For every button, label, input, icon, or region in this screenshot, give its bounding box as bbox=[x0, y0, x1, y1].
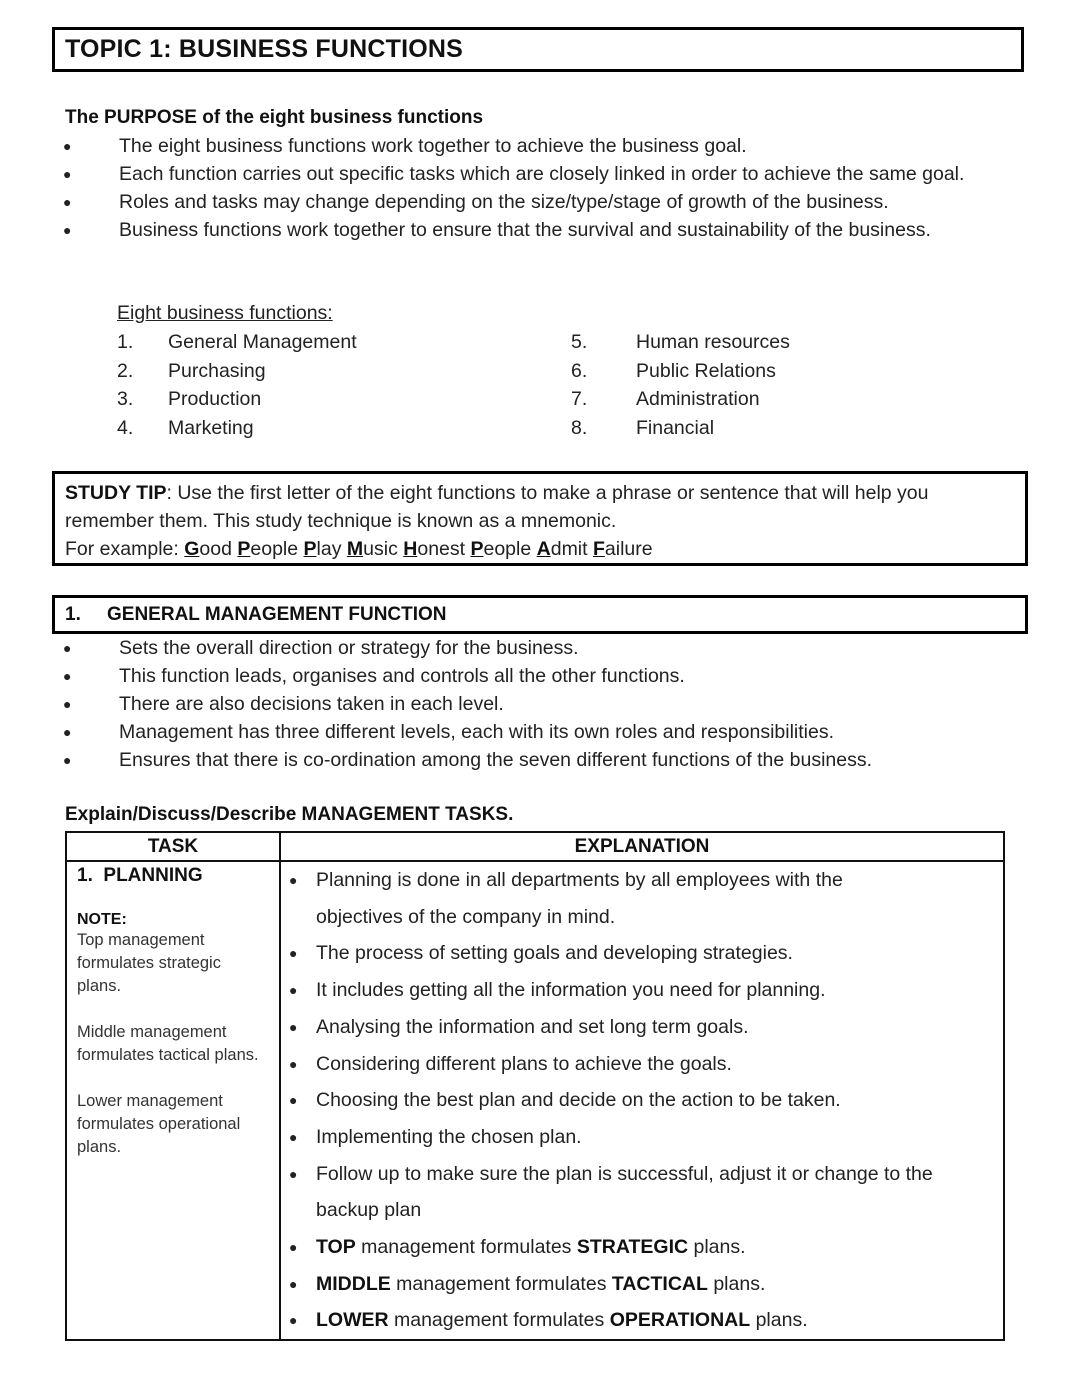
list-item: ● Roles and tasks may change depending on the size/type/stage of growth of the business. bbox=[60, 188, 1020, 216]
note-text: Lower management formulates operational plans. bbox=[77, 1092, 241, 1156]
mnemonic-word: People bbox=[237, 538, 299, 560]
mnemonic-word: Music bbox=[346, 538, 398, 560]
example-prefix: For example: bbox=[65, 538, 185, 560]
column-header-explanation: EXPLANATION bbox=[280, 832, 1004, 861]
list-item: 6. Public Relations bbox=[571, 359, 776, 382]
list-item: ● The process of setting goals and developing strategies. bbox=[289, 935, 993, 972]
section-title: GENERAL MANAGEMENT FUNCTION bbox=[107, 603, 447, 625]
study-tip-box bbox=[52, 471, 1028, 566]
management-tasks-table bbox=[65, 831, 1005, 1341]
bullet-icon: ● bbox=[63, 194, 72, 210]
study-tip-label: STUDY TIP bbox=[65, 482, 167, 504]
bullet-icon: ● bbox=[63, 166, 72, 182]
functions-list-left bbox=[117, 328, 357, 442]
bullet-icon: ● bbox=[63, 640, 72, 656]
section-header-general-management bbox=[52, 595, 1028, 634]
note-label: NOTE: bbox=[77, 911, 127, 928]
topic-title: TOPIC 1: BUSINESS FUNCTIONS bbox=[52, 27, 1024, 72]
list-item: 7. Administration bbox=[571, 388, 760, 410]
bullet-icon: ● bbox=[289, 1055, 298, 1072]
note-text: Middle management formulates tactical plans. bbox=[77, 1023, 259, 1064]
purpose-heading: The PURPOSE of the eight business functions bbox=[65, 107, 484, 128]
table-row bbox=[66, 861, 1004, 1340]
bullet-icon: ● bbox=[63, 696, 72, 712]
task-title: 1. PLANNING bbox=[77, 865, 203, 886]
table-header-row bbox=[66, 832, 1004, 861]
bullet-icon: ● bbox=[289, 1239, 298, 1256]
list-item: ● TOP management formulates STRATEGIC plans. bbox=[289, 1229, 993, 1266]
section-number: 1. bbox=[65, 603, 81, 625]
bullet-icon: ● bbox=[289, 872, 298, 888]
mnemonic-word: Good bbox=[184, 538, 232, 560]
list-item: 2. Purchasing bbox=[117, 359, 266, 382]
bullet-icon: ● bbox=[289, 945, 298, 962]
bullet-icon: ● bbox=[63, 724, 72, 740]
list-item: ● Choosing the best plan and decide on the action to be taken. bbox=[289, 1082, 993, 1119]
column-header-task: TASK bbox=[66, 832, 280, 861]
bullet-icon: ● bbox=[63, 668, 72, 684]
bullet-icon: ● bbox=[289, 982, 298, 999]
list-item: ● Planning is done in all departments by all employees with the objectives of the company in mind. bbox=[289, 862, 993, 935]
note-text: Top management formulates strategic plans. bbox=[77, 931, 221, 995]
study-tip-text: : Use the first letter of the eight functions to make a phrase or sentence that will help you remember them. This study technique is known as a mnemonic. bbox=[65, 482, 929, 532]
mnemonic-phrase bbox=[184, 538, 652, 560]
list-item: 3. Production bbox=[117, 388, 262, 410]
bullet-icon: ● bbox=[63, 752, 72, 768]
list-item: 4. Marketing bbox=[117, 416, 254, 439]
bullet-icon: ● bbox=[289, 1275, 298, 1292]
list-item: ● Business functions work together to ensure that the survival and sustainability of the business. bbox=[60, 216, 1020, 244]
mnemonic-word: Play bbox=[303, 538, 342, 560]
list-item: 5. Human resources bbox=[571, 331, 790, 353]
list-item: ● It includes getting all the information you need for planning. bbox=[289, 972, 993, 1009]
task-cell bbox=[66, 861, 280, 1340]
bullet-icon: ● bbox=[289, 1312, 298, 1329]
list-item: ● Management has three different levels, each with its own roles and responsibilities. bbox=[60, 718, 1020, 746]
list-item: ● Ensures that there is co-ordination among the seven different functions of the business. bbox=[60, 746, 1020, 774]
list-item: 1. General Management bbox=[117, 331, 357, 353]
bullet-icon: ● bbox=[289, 1165, 298, 1182]
purpose-bullet-list bbox=[60, 132, 1020, 244]
bullet-icon: ● bbox=[289, 1128, 298, 1145]
list-item: ● Each function carries out specific tasks which are closely linked in order to achieve the same goal. bbox=[60, 160, 1020, 188]
list-item: ● There are also decisions taken in each level. bbox=[60, 690, 1020, 718]
general-management-bullet-list bbox=[60, 634, 1020, 774]
mnemonic-word: Failure bbox=[592, 538, 653, 560]
list-item: 8. Financial bbox=[571, 416, 715, 439]
list-item: ● LOWER management formulates OPERATIONAL plans. bbox=[289, 1302, 993, 1339]
management-tasks-heading: Explain/Discuss/Describe MANAGEMENT TASKS. bbox=[65, 804, 514, 825]
list-item: ● Implementing the chosen plan. bbox=[289, 1119, 993, 1156]
mnemonic-word: People bbox=[470, 538, 532, 560]
mnemonic-word: Honest bbox=[403, 538, 466, 560]
list-item: ● Sets the overall direction or strategy for the business. bbox=[60, 634, 1020, 662]
list-item: ● The eight business functions work together to achieve the business goal. bbox=[60, 132, 1020, 160]
list-item: ● Follow up to make sure the plan is successful, adjust it or change to the backup plan bbox=[289, 1156, 993, 1229]
functions-list-title: Eight business functions: bbox=[117, 302, 333, 324]
functions-list-right bbox=[571, 328, 790, 442]
list-item: ● Analysing the information and set long term goals. bbox=[289, 1009, 993, 1046]
bullet-icon: ● bbox=[63, 222, 72, 238]
list-item: ● This function leads, organises and controls all the other functions. bbox=[60, 662, 1020, 690]
explanation-cell bbox=[280, 861, 1004, 1340]
list-item: ● Considering different plans to achieve the goals. bbox=[289, 1046, 993, 1083]
bullet-icon: ● bbox=[63, 138, 72, 154]
mnemonic-word: Admit bbox=[536, 538, 588, 560]
list-item: ● MIDDLE management formulates TACTICAL plans. bbox=[289, 1266, 993, 1303]
bullet-icon: ● bbox=[289, 1018, 298, 1035]
bullet-icon: ● bbox=[289, 1092, 298, 1109]
